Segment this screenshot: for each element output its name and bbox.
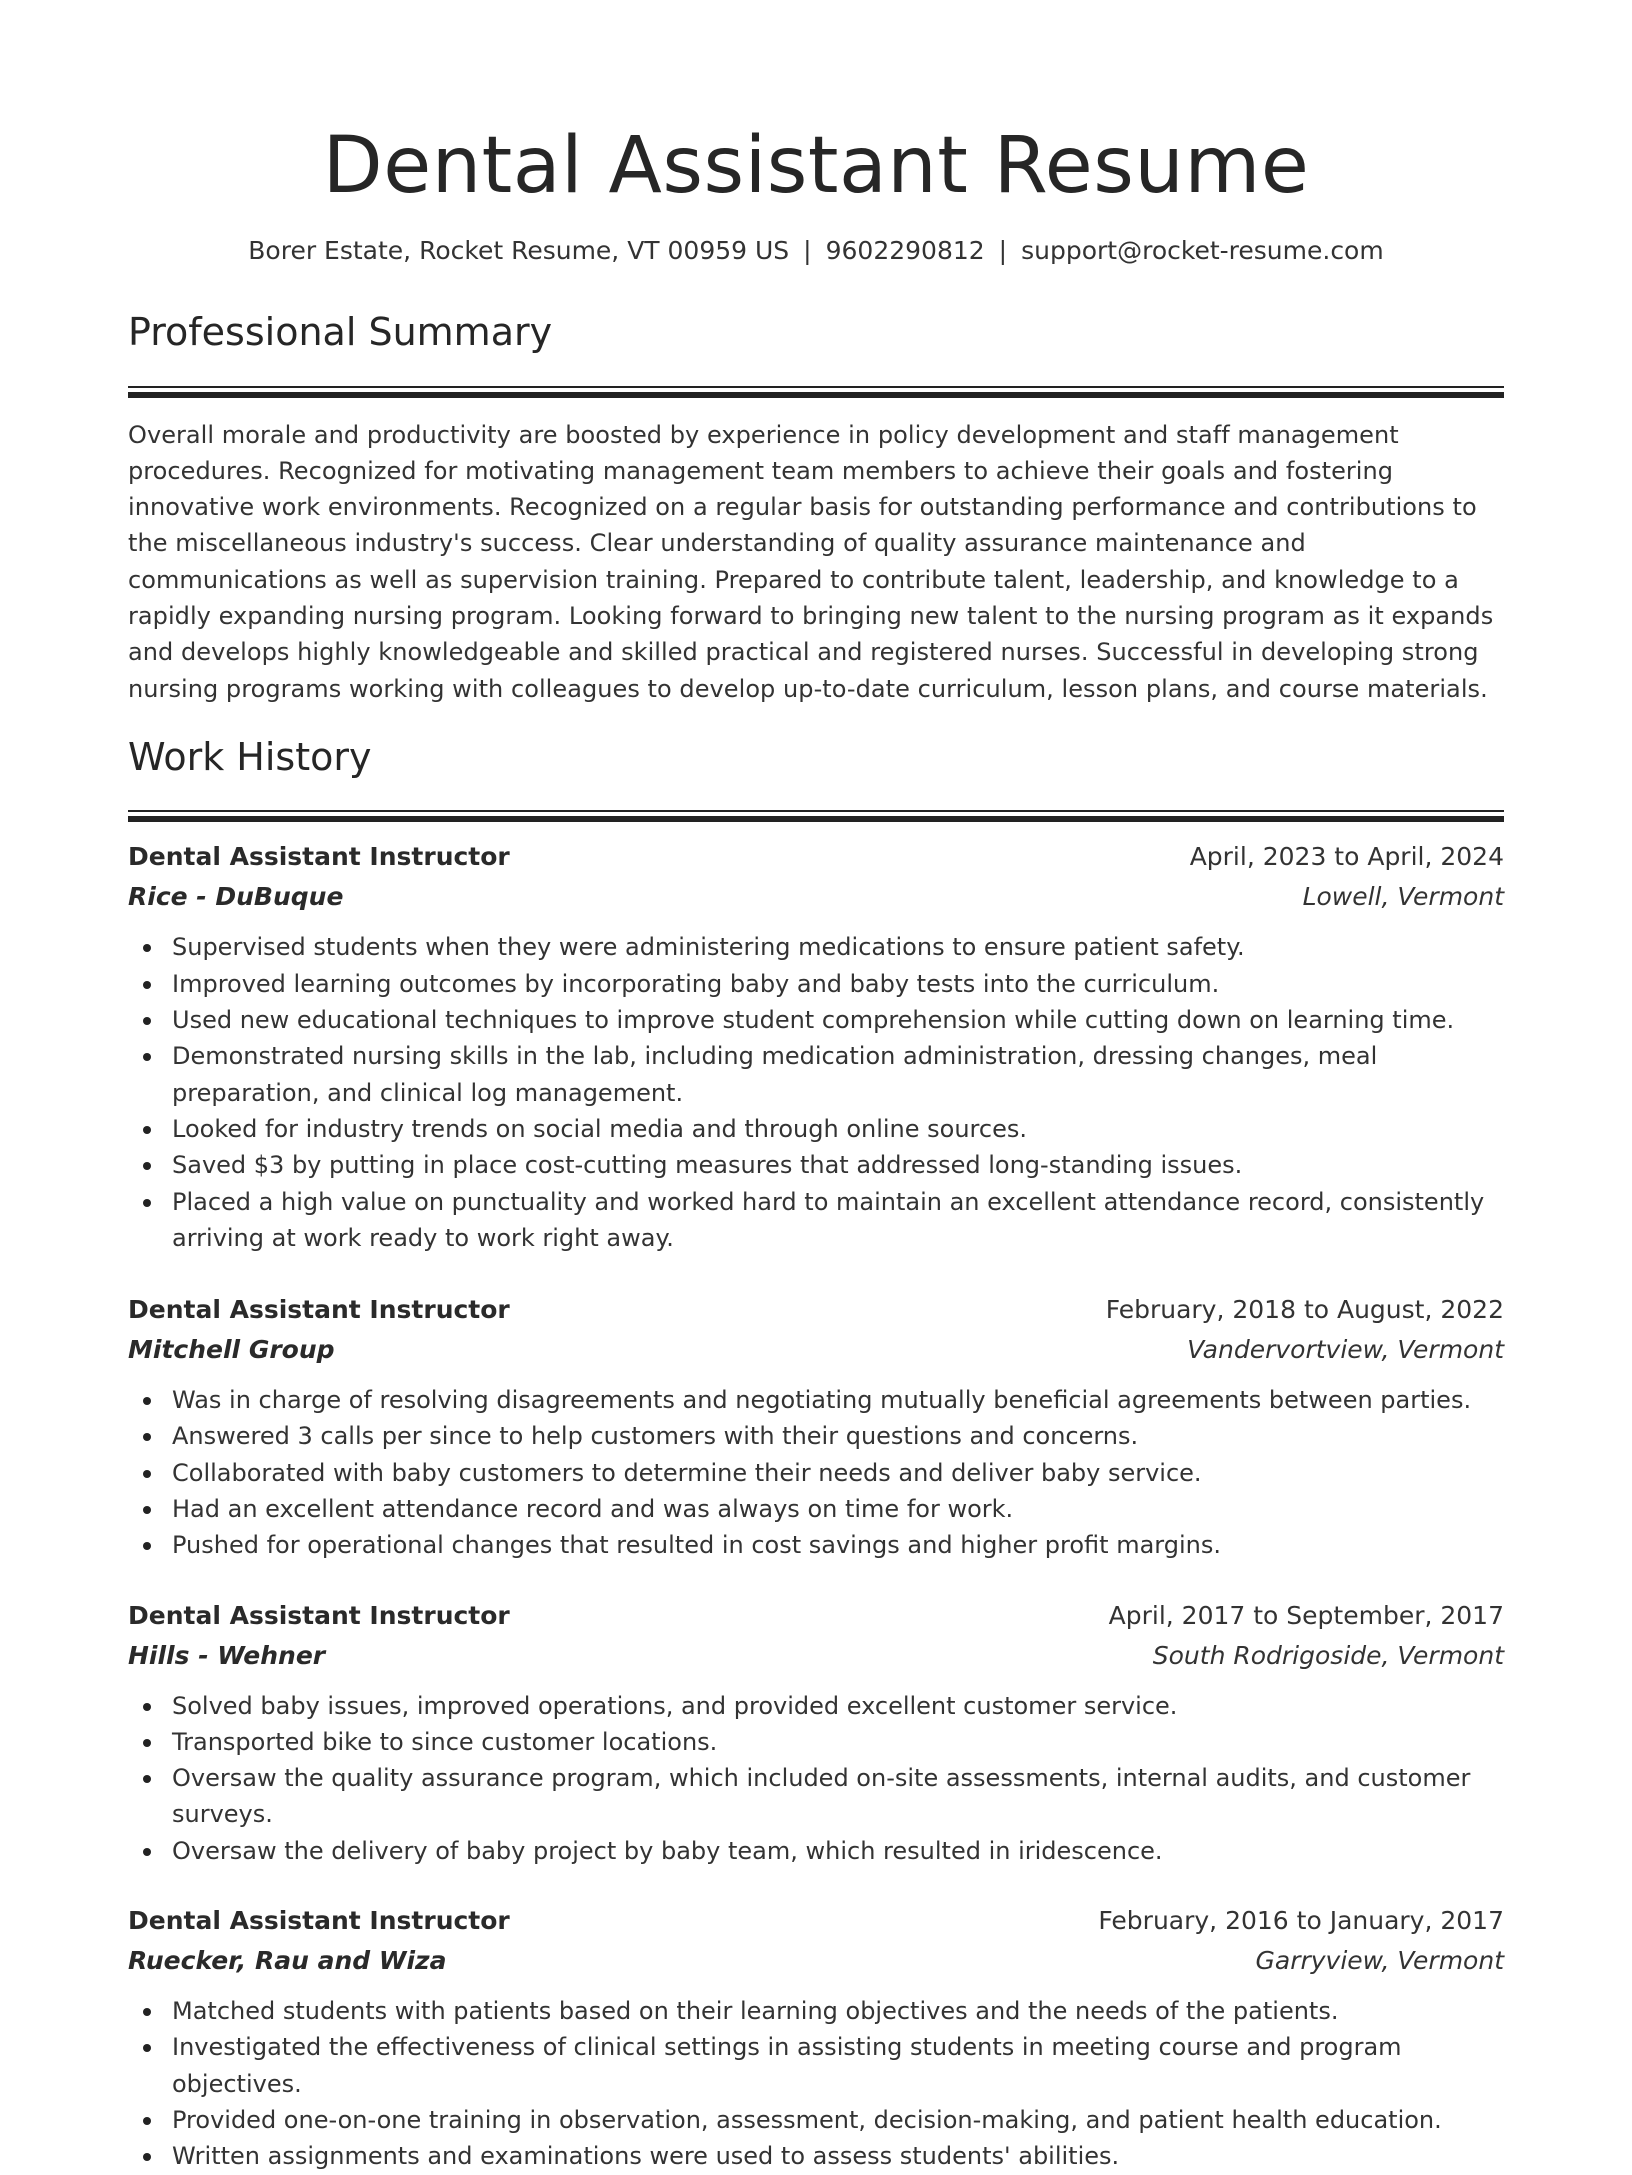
job-company-row [128,877,1504,917]
job-duty-item: Investigated the effectiveness of clinical settings in assisting students in meeting course and program objectives. [128,2029,1504,2102]
job-duties-list [128,1688,1504,1869]
job-duty-item: Provided one-on-one training in observation, assessment, decision-making, and patient health education. [128,2102,1504,2138]
job-duty-item: Matched students with patients based on their learning objectives and the needs of the patients. [128,1993,1504,2029]
job-duties-list [128,1382,1504,1563]
summary-text: Overall morale and productivity are boosted by experience in policy development and staff management procedures. Recognized for motivating management team members to achieve their goals and fostering innovative work environments. Recognized on a regular basis for outstanding performance and contributions to the miscellaneous industry's success. Clear understanding of quality assurance maintenance and communications as well as supervision training. Prepared to contribute talent, leadership, and knowledge to a rapidly expanding nursing program. Looking forward to bringing new talent to the nursing program as it expands and develops highly knowledgeable and skilled practical and registered nurses. Successful in developing strong nursing programs working with colleagues to develop up-to-date curriculum, lesson plans, and course materials. [128,420,1494,703]
job-dates: April, 2017 to September, 2017 [1108,1600,1504,1630]
job-location: South Rodrigoside, Vermont [1152,1640,1504,1670]
job-duty-item: Oversaw the delivery of baby project by baby team, which resulted in iridescence. [128,1833,1504,1869]
job-duty-item: Supervised students when they were administering medications to ensure patient safety. [128,929,1504,965]
contact-email[interactable]: support@rocket-resume.com [1021,236,1384,265]
resume-page [128,0,1504,2175]
job-dates: February, 2018 to August, 2022 [1105,1295,1504,1325]
job-company: Ruecker, Rau and Wiza [128,1946,447,1976]
job-duty-item: Improved learning outcomes by incorporating baby and baby tests into the curriculum. [128,966,1504,1002]
job-duties-list [128,1993,1504,2174]
job-dates: April, 2023 to April, 2024 [1189,842,1504,872]
job-duty-item: Used new educational techniques to improve student comprehension while cutting down on learning time. [128,1002,1504,1038]
job-duty-item: Was in charge of resolving disagreements and negotiating mutually beneficial agreements between parties. [128,1382,1504,1418]
job-title: Dental Assistant Instructor [128,1906,510,1936]
resume-title: Dental Assistant Resume [322,121,1310,211]
job-entry [128,1901,1504,2174]
job-location: Garryview, Vermont [1255,1946,1504,1976]
job-duty-item: Solved baby issues, improved operations, and provided excellent customer service. [128,1688,1504,1724]
job-duty-item: Written assignments and examinations were used to assess students' abilities. [128,2138,1504,2174]
job-company: Rice - DuBuque [128,882,344,912]
job-header-row [128,1290,1504,1330]
job-title: Dental Assistant Instructor [128,1600,510,1630]
job-header-row [128,837,1504,877]
job-company-row [128,1941,1504,1981]
job-company-row [128,1330,1504,1370]
job-duty-item: Collaborated with baby customers to determine their needs and deliver baby service. [128,1455,1504,1491]
job-duty-item: Transported bike to since customer locations. [128,1724,1504,1760]
job-duty-item: Had an excellent attendance record and was always on time for work. [128,1491,1504,1527]
job-duty-item: Oversaw the quality assurance program, which included on-site assessments, internal audits, and customer surveys. [128,1760,1504,1833]
job-duty-item: Pushed for operational changes that resulted in cost savings and higher profit margins. [128,1527,1504,1563]
job-duty-item: Answered 3 calls per since to help customers with their questions and concerns. [128,1418,1504,1454]
job-company-row [128,1636,1504,1676]
job-location: Vandervortview, Vermont [1187,1335,1504,1365]
job-company: Mitchell Group [128,1335,335,1365]
contact-separator: | [998,236,1008,265]
job-duty-item: Placed a high value on punctuality and worked hard to maintain an excellent attendance record, consistently arriving at work ready to work right away. [128,1184,1504,1257]
job-header-row [128,1596,1504,1636]
job-entry [128,837,1504,1256]
job-duty-item: Demonstrated nursing skills in the lab, including medication administration, dressing changes, meal preparation, and clinical log management. [128,1038,1504,1111]
job-entry [128,1596,1504,1869]
contact-separator: | [803,236,812,265]
work-history-list [128,837,1504,2174]
summary-heading: Professional Summary [128,310,553,354]
section-divider [128,810,1504,823]
job-header-row [128,1901,1504,1941]
job-duty-item: Looked for industry trends on social media and through online sources. [128,1111,1504,1147]
contact-address: Borer Estate, Rocket Resume, VT 00959 US [248,236,790,265]
job-title: Dental Assistant Instructor [128,1295,510,1325]
job-duty-item: Saved $3 by putting in place cost-cutting measures that addressed long-standing issues. [128,1147,1504,1183]
section-divider [128,386,1504,399]
work-history-heading: Work History [128,734,372,779]
job-location: Lowell, Vermont [1302,882,1504,912]
job-entry [128,1290,1504,1563]
job-duties-list [128,929,1504,1256]
contact-line [128,234,1504,268]
job-company: Hills - Wehner [128,1640,326,1670]
job-dates: February, 2016 to January, 2017 [1098,1906,1504,1936]
contact-phone: 9602290812 [825,236,985,265]
job-title: Dental Assistant Instructor [128,842,510,872]
